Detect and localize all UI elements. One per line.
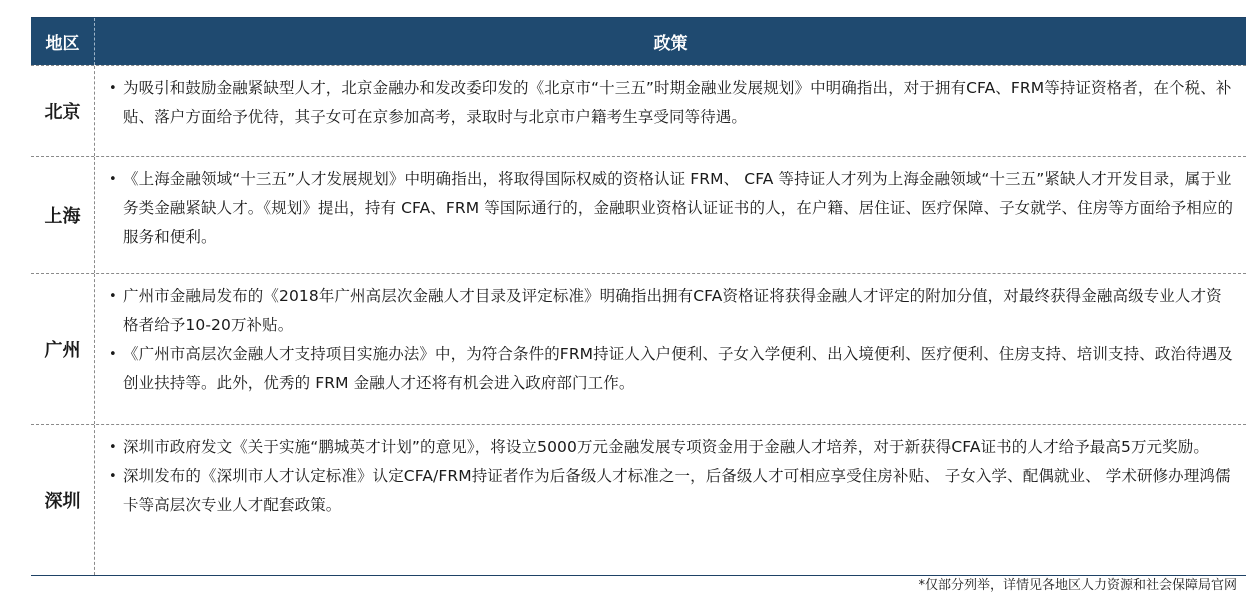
policy-cell: [95, 66, 1246, 156]
region-cell: 上海: [31, 157, 95, 273]
table-row-shenzhen: [31, 424, 1246, 575]
table-header: [31, 18, 1246, 65]
footnote: *仅部分列举，详情见各地区人力资源和社会保障局官网: [918, 578, 1237, 593]
policy-item: • 《上海金融领域“十三五”人才发展规划》中明确指出，将取得国际权威的资格认证 FRM、 CFA 等持证人才列为上海金融领域“十三五”紧缺人才开发目录，属于业务类金融紧缺人才。《规划》提出，持有 CFA、FRM 等国际通行的，金融职业资格认证证书的人，在户籍、居住证、医疗保障、子女就学、住房等方面给予相应的服务和便利。: [109, 165, 1236, 252]
table-row-guangzhou: [31, 273, 1246, 424]
header-region: 地区: [31, 18, 95, 65]
region-cell: 广州: [31, 274, 95, 424]
policy-item: • 为吸引和鼓励金融紧缺型人才，北京金融办和发改委印发的《北京市“十三五”时期金融业发展规划》中明确指出，对于拥有CFA、FRM等持证资格者，在个税、补贴、落户方面给予优待，其子女可在京参加高考，录取时与北京市户籍考生享受同等待遇。: [109, 74, 1236, 132]
policy-cell: [95, 425, 1246, 575]
policy-item: • 深圳发布的《深圳市人才认定标准》认定CFA/FRM持证者作为后备级人才标准之一，后备级人才可相应享受住房补贴、 子女入学、配偶就业、 学术研修办理鸿儒卡等高层次专业人才配套政策。: [109, 462, 1236, 520]
region-cell: 北京: [31, 66, 95, 156]
header-policy: 政策: [653, 34, 688, 54]
policy-table: [31, 17, 1246, 576]
region-cell: 深圳: [31, 425, 95, 575]
table-row-shanghai: [31, 156, 1246, 273]
policy-item: • 《广州市高层次金融人才支持项目实施办法》中，为符合条件的FRM持证人入户便利、子女入学便利、出入境便利、医疗便利、住房支持、培训支持、政治待遇及创业扶持等。此外，优秀的 FRM 金融人才还将有机会进入政府部门工作。: [109, 340, 1236, 398]
policy-item: • 深圳市政府发文《关于实施“鹏城英才计划”的意见》，将设立5000万元金融发展专项资金用于金融人才培养，对于新获得CFA证书的人才给予最高5万元奖励。: [109, 433, 1236, 462]
policy-cell: [95, 157, 1246, 273]
policy-cell: [95, 274, 1246, 424]
policy-item: • 广州市金融局发布的《2018年广州高层次金融人才目录及评定标准》明确指出拥有CFA资格证将获得金融人才评定的附加分值，对最终获得金融高级专业人才资格者给予10-20万补贴。: [109, 282, 1236, 340]
table-row-beijing: [31, 65, 1246, 156]
